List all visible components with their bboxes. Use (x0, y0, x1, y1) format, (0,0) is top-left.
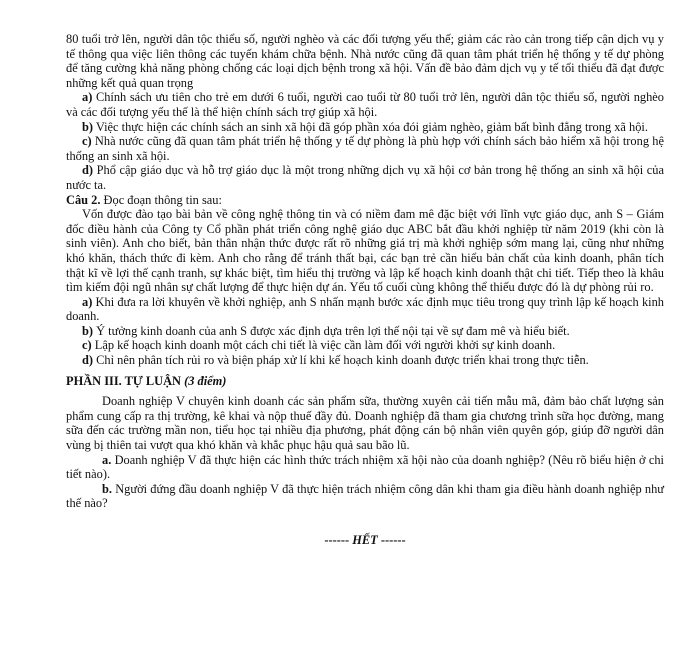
q2-option-d-text: Chỉ nên phân tích rủi ro và biện pháp xử lí khi kế hoạch kinh doanh được triển khai trong thực tiễn. (96, 353, 589, 368)
part3-question-b-label: b. (102, 481, 112, 496)
q1-option-c-label: c) (82, 134, 92, 149)
end-dash-left: ------ (324, 533, 350, 547)
q2-heading (66, 193, 664, 208)
end-dash-right: ------ (380, 533, 406, 547)
q1-option-b (66, 120, 664, 135)
q1-option-d (66, 163, 664, 192)
q2-option-c (66, 338, 664, 353)
q2-option-b-text: Ý tưởng kinh doanh của anh S được xác định dựa trên lợi thế nội tại về sự đam mê và hiểu biết. (96, 323, 570, 338)
q2-option-d-label: d) (82, 353, 94, 368)
q1-option-d-label: d) (82, 163, 94, 178)
q2-label: Câu 2. (66, 192, 101, 207)
part3-title: PHẦN III. TỰ LUẬN (66, 373, 181, 388)
part3-question-b (66, 482, 664, 511)
q1-option-c (66, 134, 664, 163)
end-word: HẾT (352, 533, 378, 547)
part3-score: (3 điểm) (184, 373, 227, 388)
part3-question-a (66, 453, 664, 482)
q1-option-d-text: Phổ cập giáo dục và hỗ trợ giáo dục là một trong những dịch vụ xã hội cơ bản trong hệ thống an sinh xã hội của nước ta. (66, 163, 664, 192)
q1-option-a-text: Chính sách ưu tiên cho trẻ em dưới 6 tuổi, người cao tuổi từ 80 tuổi trở lên, người dân tộc thiểu số, người nghèo và các đối tượng yếu thế là thể hiện chính sách trợ giúp xã hội. (66, 90, 664, 119)
q2-option-a-label: a) (82, 294, 93, 309)
q2-option-a-text: Khi đưa ra lời khuyên về khởi nghiệp, anh S nhấn mạnh bước xác định mục tiêu trong quy trình lập kế hoạch kinh doanh. (66, 294, 664, 324)
q2-option-a (66, 295, 664, 324)
q2-option-c-label: c) (82, 338, 92, 353)
q1-option-b-text: Việc thực hiện các chính sách an sinh xã hội đã góp phần xóa đói giảm nghèo, giảm bất bình đẳng trong xã hội. (95, 119, 648, 134)
q2-passage: Vốn được đào tạo bài bản về công nghệ thông tin và có niềm đam mê đặc biệt với lĩnh vực giáo dục, anh S – Giám đốc điều hành của Công ty Cổ phần phát triển công nghệ giáo dục ABC bắt đầu khởi nghiệp từ năm 2019 (khi còn là sinh viên). Anh cho biết, bản thân nhận thức được rất rõ những giá trị mà khởi nghiệp sớm mang lại, cũng như những khó khăn, thách thức đi kèm. Anh cho rằng để tránh thất bại, các bạn trẻ cần hiểu bản chất của kinh doanh, phân tích thật kĩ về lợi thế cạnh tranh, sự khác biệt, tìm hiểu thị trường và lập kế hoạch kinh doanh thật chi tiết. Tiếp theo là khâu tìm kiếm đội ngũ nhân sự chất lượng để thực hiện dự án. Yếu tố cuối cùng không thể thiếu được đó là dự phòng rủi ro. (66, 207, 664, 295)
q2-option-c-text: Lập kế hoạch kinh doanh một cách chi tiết là việc cần làm đối với người khởi sự kinh doanh. (94, 338, 556, 353)
part3-question-a-label: a. (102, 452, 112, 467)
q2-option-d (66, 353, 664, 368)
q2-prompt: Đọc đoạn thông tin sau: (103, 192, 222, 207)
part3-heading (66, 374, 664, 389)
part3-question-a-text: Doanh nghiệp V đã thực hiện các hình thức trách nhiệm xã hội nào của doanh nghiệp? (Nêu rõ biểu hiện ở chi tiết nào). (66, 452, 664, 482)
q1-option-b-label: b) (82, 119, 94, 134)
q2-option-b-label: b) (82, 323, 94, 338)
part3-question-b-text: Người đứng đầu doanh nghiệp V đã thực hiện trách nhiệm công dân khi tham gia điều hành doanh nghiệp như thế nào? (66, 481, 664, 511)
q1-option-a-label: a) (82, 90, 93, 105)
intro-paragraph: 80 tuổi trở lên, người dân tộc thiểu số, người nghèo và các đối tượng yếu thế; giảm các rào cản trong tiếp cận dịch vụ y tế thông qua việc liên thông các tuyến khám chữa bệnh. Nhà nước cũng đã quan tâm phát triển hệ thống y tế dự phòng để tăng cường khả năng phòng chống các loại dịch bệnh trong xã hội. Vấn đề bảo đảm dịch vụ y tế tối thiểu đã đạt được những kết quả quan trọng (66, 32, 664, 90)
q1-option-a (66, 90, 664, 119)
part3-passage: Doanh nghiệp V chuyên kinh doanh các sản phẩm sữa, thường xuyên cải tiến mẫu mã, đảm bảo chất lượng sản phẩm cung cấp ra thị trường, kê khai và nộp thuế đầy đủ. Doanh nghiệp đã tham gia chương trình sữa học đường, mang sữa đến các trường mần non, tiểu học tại nhiều địa phương, phát động cán bộ nhân viên quyên góp, giúp đỡ người dân vùng bị thiên tai vượt qua khó khăn và khắc phục hậu quả sau bão lũ. (66, 394, 664, 453)
q1-option-c-text: Nhà nước cũng đã quan tâm phát triển hệ thống y tế dự phòng là phù hợp với chính sách bảo hiểm xã hội trong hệ thống an sinh xã hội. (66, 134, 664, 163)
end-marker (66, 533, 664, 548)
q2-option-b (66, 324, 664, 339)
